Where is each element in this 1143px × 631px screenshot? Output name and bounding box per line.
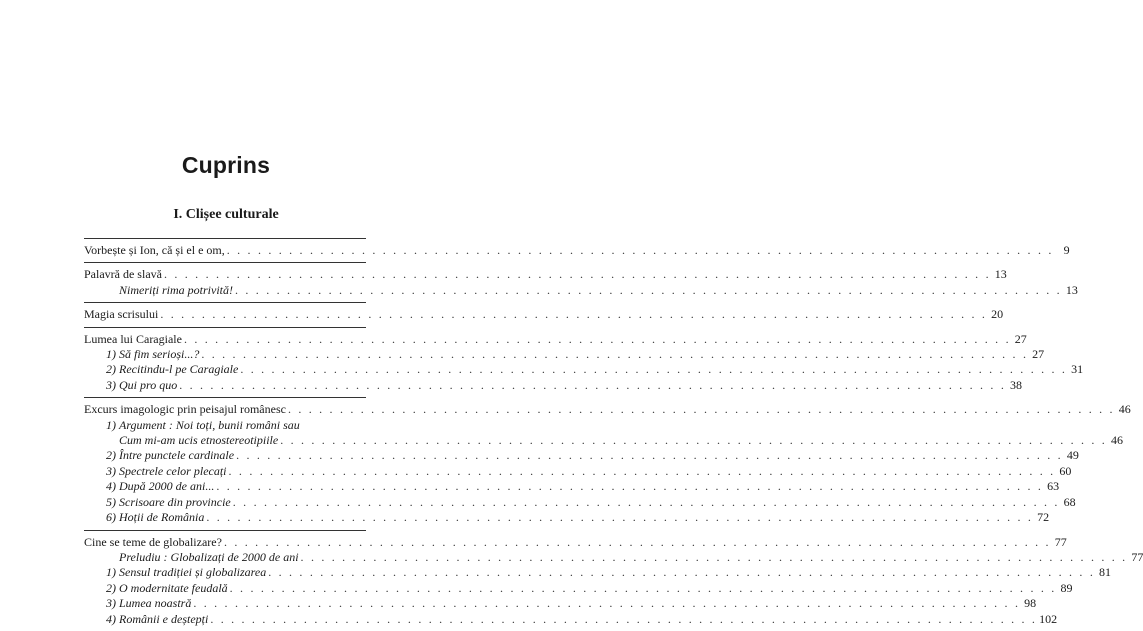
toc-group: [84, 327, 1084, 398]
toc-entry-number: 3): [106, 463, 116, 478]
toc-entry-page: 46: [1118, 402, 1131, 417]
toc-entry: [84, 611, 1058, 631]
toc-group: [84, 302, 1004, 326]
dot-leader: . . . . . . . . . . . . . . . . . . . . . . . . . . . . . . . . . . . . . . . . . . . . . . . . . . . . . . . . . . . . . . . . . . . . . . . . . . . . . . . .: [300, 549, 1128, 564]
toc-entry-page: 77: [1131, 549, 1143, 564]
toc-entry-number: 2): [106, 580, 116, 595]
toc-entry: [84, 418, 366, 433]
toc-entry-label: [84, 479, 214, 494]
toc-entry-page: 81: [1099, 565, 1112, 580]
toc-entry-title: Cine se teme de globalizare?: [84, 534, 222, 549]
dot-leader: . . . . . . . . . . . . . . . . . . . . . . . . . . . . . . . . . . . . . . . . . . . . . . . . . . . . . . . . . . . . . . . . . . . . . . . . . . . . . . . .: [236, 448, 1063, 463]
toc-entry-label: [84, 243, 225, 258]
dot-leader: . . . . . . . . . . . . . . . . . . . . . . . . . . . . . . . . . . . . . . . . . . . . . . . . . . . . . . . . . . . . . . . . . . . . . . . . . . . . . . . .: [268, 565, 1096, 580]
dot-leader: . . . . . . . . . . . . . . . . . . . . . . . . . . . . . . . . . . . . . . . . . . . . . . . . . . . . . . . . . . . . . . . . . . . . . . . . . . . . . . . .: [206, 510, 1034, 525]
toc-entry-number: 1): [106, 417, 116, 432]
toc-entry: [84, 398, 1131, 417]
toc-entry-page: 46: [1111, 433, 1124, 448]
toc-entry: [84, 531, 1067, 550]
toc-entry-label: [84, 464, 227, 479]
toc-entry-number: 4): [106, 611, 116, 626]
toc-entry-label: [84, 378, 177, 393]
toc-entry: [84, 510, 1050, 529]
toc-entry-title: După 2000 de ani...: [119, 479, 215, 494]
toc-entry-title: Sensul tradiției și globalizarea: [119, 565, 267, 580]
dot-leader: . . . . . . . . . . . . . . . . . . . . . . . . . . . . . . . . . . . . . . . . . . . . . . . . . . . . . . . . . . . . . . . . . . . . . . . . . . . . . . . .: [229, 580, 1057, 595]
toc-entry: [84, 433, 1124, 448]
toc-entry-label: [84, 418, 300, 433]
toc-entry-label: [84, 596, 191, 611]
toc-entry-page: 13: [1065, 282, 1078, 297]
dot-leader: . . . . . . . . . . . . . . . . . . . . . . . . . . . . . . . . . . . . . . . . . . . . . . . . . . . . . . . . . . . . . . . . . . . . . . . . . . . . . . . .: [228, 463, 1056, 478]
toc-entry-page: 27: [1032, 347, 1045, 362]
toc-entry: [84, 565, 1112, 580]
toc-entry-number: 5): [106, 494, 116, 509]
toc-entry-label: [84, 612, 208, 627]
toc-entry: [84, 328, 1027, 347]
dot-leader: . . . . . . . . . . . . . . . . . . . . . . . . . . . . . . . . . . . . . . . . . . . . . . . . . . . . . . . . . . . . . . . . . . . . . . . . . . . . . . . .: [183, 331, 1011, 346]
toc-entry-number: 4): [106, 479, 116, 494]
toc-entry-number: 3): [106, 596, 116, 611]
toc-entry-title: Magia scrisului: [84, 307, 159, 322]
toc-entry-label: [84, 347, 199, 362]
toc-entry-label: [84, 402, 286, 417]
toc-entry-title: Recitindu-l pe Caragiale: [119, 362, 239, 377]
dot-leader: . . . . . . . . . . . . . . . . . . . . . . . . . . . . . . . . . . . . . . . . . . . . . . . . . . . . . . . . . . . . . . . . . . . . . . . . . . . . . . . .: [240, 362, 1068, 377]
toc-entry: [84, 463, 1072, 479]
toc-entry-page: 60: [1059, 463, 1072, 478]
page-title: Cuprins: [181, 152, 271, 178]
toc-entry-page: 31: [1071, 362, 1084, 377]
toc-entry-label: [84, 495, 231, 510]
dot-leader: . . . . . . . . . . . . . . . . . . . . . . . . . . . . . . . . . . . . . . . . . . . . . . . . . . . . . . . . . . . . . . . . . . . . . . . . . . . . . . . .: [210, 611, 1038, 626]
toc-entry: [84, 549, 1143, 565]
dot-leader: . . . . . . . . . . . . . . . . . . . . . . . . . . . . . . . . . . . . . . . . . . . . . . . . . . . . . . . . . . . . . . . . . . . . . . . . . . . . . . . .: [235, 282, 1062, 297]
toc-entry-title: Lumea noastră: [119, 596, 192, 611]
toc-entry-title: Nimeriți rima potrivită!: [119, 282, 233, 297]
toc-entry-label: [84, 307, 158, 322]
toc-entry-page: 102: [1039, 611, 1058, 626]
toc-entry-number: 2): [106, 362, 116, 377]
toc-entry-title: Vorbește și Ion, că și el e om,: [84, 243, 225, 257]
toc-entry-number: 6): [106, 510, 116, 525]
toc-entry: [84, 263, 1007, 282]
toc-entry: [84, 448, 1079, 463]
toc-entry-label: [84, 565, 266, 580]
toc-entry-label: [84, 550, 299, 565]
toc-entry-page: 98: [1024, 596, 1037, 611]
toc-entry-page: 72: [1037, 510, 1050, 525]
toc-entry: [84, 580, 1073, 596]
toc-entry-page: 27: [1014, 331, 1027, 346]
toc-entry-title: Qui pro quo: [119, 377, 178, 392]
dot-leader: . . . . . . . . . . . . . . . . . . . . . . . . . . . . . . . . . . . . . . . . . . . . . . . . . . . . . . . . . . . . . . . . . . . . . . . . . . . . . . . .: [280, 433, 1108, 448]
toc-entry: [84, 282, 1078, 302]
toc-entry-label: [84, 362, 238, 377]
dot-leader: . . . . . . . . . . . . . . . . . . . . . . . . . . . . . . . . . . . . . . . . . . . . . . . . . . . . . . . . . . . . . . . . . . . . . . . . . . . . . . . .: [287, 402, 1115, 417]
toc-entry-label: [84, 581, 228, 596]
toc-entry-title: Preludiu : Globalizați de 2000 de ani: [119, 549, 299, 564]
toc-entry-title: Spectrele celor plecați: [119, 463, 227, 478]
toc-entry-label: [84, 448, 234, 463]
toc-entry-number: 2): [106, 448, 116, 463]
toc-entry-title: O modernitate feudală: [119, 580, 228, 595]
toc-entry-title: Românii e deștepți: [119, 611, 209, 626]
toc-entry: [84, 494, 1076, 510]
toc-entry-title: Argument : Noi toți, bunii români sau: [119, 417, 300, 432]
toc-entry-page: 9: [1063, 243, 1070, 257]
toc-entry-number: 3): [106, 377, 116, 392]
toc-entry-title: Lumea lui Caragiale: [84, 331, 182, 346]
dot-leader: . . . . . . . . . . . . . . . . . . . . . . . . . . . . . . . . . . . . . . . . . . . . . . . . . . . . . . . . . . . . . . . . . . . . . . . . . . . . . . . .: [201, 347, 1029, 362]
toc-entry: [84, 303, 1004, 326]
toc-entry-page: 77: [1054, 534, 1067, 549]
toc-entry-page: 63: [1047, 479, 1060, 494]
toc-entry: [84, 239, 1070, 262]
toc-group: [84, 530, 1143, 631]
toc-entry-page: 20: [991, 307, 1004, 322]
toc-entry-title: Excurs imagologic prin peisajul românesc: [84, 402, 286, 417]
toc-entry-title: Între punctele cardinale: [119, 448, 235, 463]
toc-group: [84, 397, 1131, 529]
toc-entry-label: [84, 535, 222, 550]
toc-entry-label: [84, 433, 278, 448]
toc-entry-page: 13: [994, 267, 1007, 282]
toc-entry-page: 68: [1063, 494, 1076, 509]
toc-entry-number: 1): [106, 565, 116, 580]
dot-leader: . . . . . . . . . . . . . . . . . . . . . . . . . . . . . . . . . . . . . . . . . . . . . . . . . . . . . . . . . . . . . . . . . . . . . . . . . . . . . . . .: [232, 494, 1060, 509]
toc-entry-title: Palavră de slavă: [84, 267, 162, 282]
toc-group: [84, 238, 1070, 262]
toc-entry-label: [84, 510, 204, 525]
toc-entry-title: Să fim serioși...?: [119, 347, 200, 362]
dot-leader: . . . . . . . . . . . . . . . . . . . . . . . . . . . . . . . . . . . . . . . . . . . . . . . . . . . . . . . . . . . . . . . . . . . . . . . . . . . . . . . .: [179, 377, 1007, 392]
toc-entry: [84, 347, 1045, 362]
toc-entry-page: 49: [1066, 448, 1079, 463]
dot-leader: . . . . . . . . . . . . . . . . . . . . . . . . . . . . . . . . . . . . . . . . . . . . . . . . . . . . . . . . . . . . . . . . . . . . . . . . . . . . . . . .: [226, 243, 1054, 257]
dot-leader: . . . . . . . . . . . . . . . . . . . . . . . . . . . . . . . . . . . . . . . . . . . . . . . . . . . . . . . . . . . . . . . . . . . . . . . . . . . . . . . .: [160, 307, 988, 322]
toc-entry-title: Hoții de România: [119, 510, 205, 525]
toc-entry-label: [84, 332, 182, 347]
dot-leader: . . . . . . . . . . . . . . . . . . . . . . . . . . . . . . . . . . . . . . . . . . . . . . . . . . . . . . . . . . . . . . . . . . . . . . . . . . . . . . . .: [193, 596, 1021, 611]
toc-entry: [84, 377, 1023, 397]
dot-leader: . . . . . . . . . . . . . . . . . . . . . . . . . . . . . . . . . . . . . . . . . . . . . . . . . . . . . . . . . . . . . . . . . . . . . . . . . . . . . . . .: [216, 479, 1044, 494]
toc-entry-title: Scrisoare din provincie: [119, 494, 231, 509]
toc-entry: [84, 596, 1037, 611]
toc-entry-page: 38: [1010, 377, 1023, 392]
dot-leader: . . . . . . . . . . . . . . . . . . . . . . . . . . . . . . . . . . . . . . . . . . . . . . . . . . . . . . . . . . . . . . . . . . . . . . . . . . . . . . . .: [163, 267, 991, 282]
toc-group: [84, 262, 1078, 302]
section-heading: I. Clișee culturale: [173, 207, 279, 222]
toc-entry-label: [84, 267, 162, 282]
toc-entry-number: 1): [106, 347, 116, 362]
dot-leader: . . . . . . . . . . . . . . . . . . . . . . . . . . . . . . . . . . . . . . . . . . . . . . . . . . . . . . . . . . . . . . . . . . . . . . . . . . . . . . . .: [223, 534, 1051, 549]
toc-entry: [84, 362, 1084, 377]
toc-entry-title: Cum mi-am ucis etnostereotipiile: [119, 433, 279, 448]
toc-entry-page: 89: [1060, 580, 1073, 595]
toc-entry: [84, 479, 1060, 494]
table-of-contents: [84, 238, 1143, 631]
toc-entry-label: [84, 283, 233, 298]
